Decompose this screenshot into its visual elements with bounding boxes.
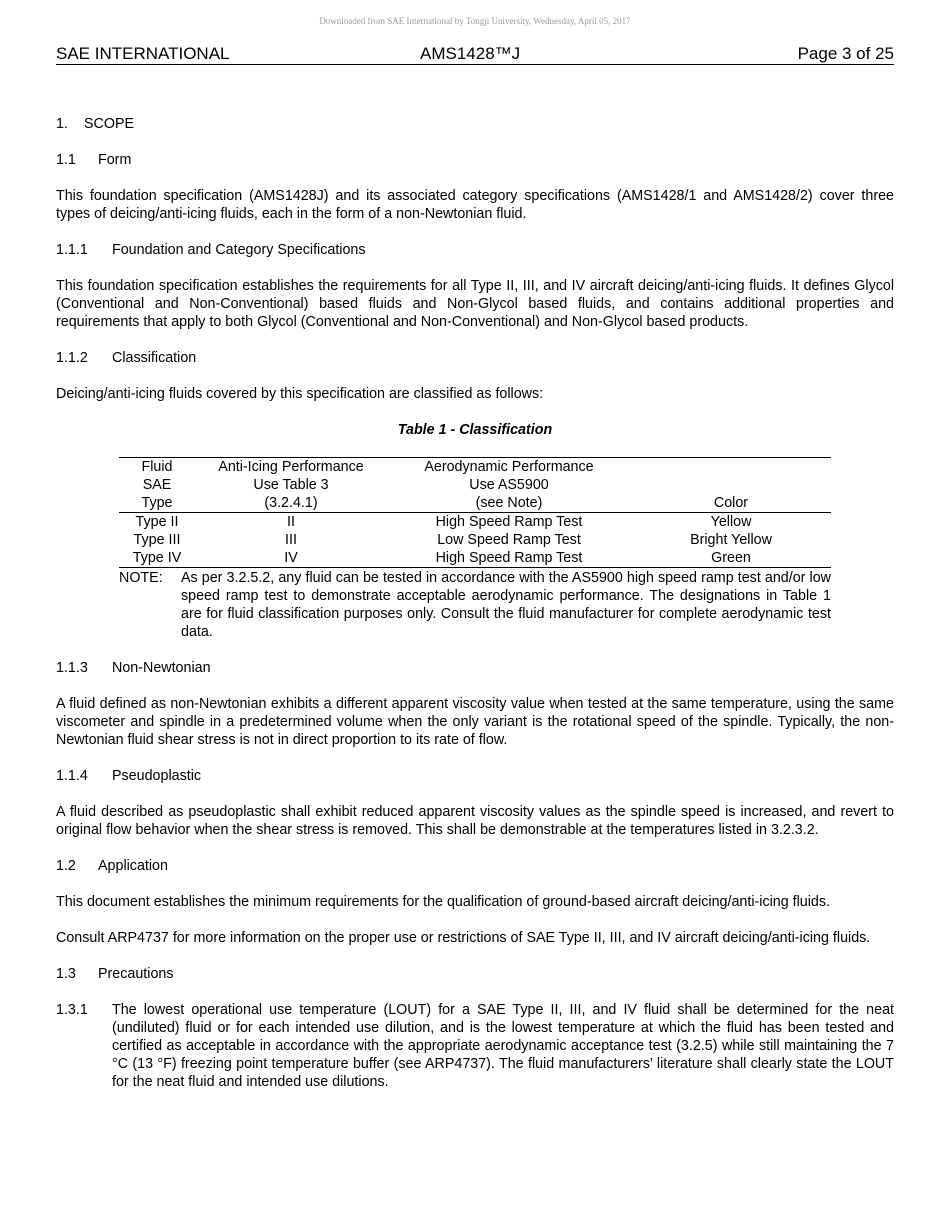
section-number: 1.2 <box>56 858 76 874</box>
note-text: As per 3.2.5.2, any fluid can be tested in accordance with the AS5900 high speed ramp test and/or low speed ramp test to demonstrate acceptable aerodynamic performance. The designations in Table 1 are for fluid classification purposes only. Consult the fluid manufacturer for complete aerodynamic test data. <box>181 570 831 640</box>
table-cell: High Speed Ramp Test <box>435 514 583 530</box>
table-cell: Bright Yellow <box>690 532 772 548</box>
table-row <box>119 549 831 568</box>
section-1-3-heading <box>56 965 894 983</box>
section-number: 1. <box>56 116 68 132</box>
section-1-2-heading <box>56 857 894 875</box>
table-cell: Green <box>631 549 831 568</box>
header-cell: (3.2.4.1) <box>195 494 387 513</box>
section-title: Classification <box>112 350 197 366</box>
section-title: Non-Newtonian <box>112 660 211 676</box>
header-cell: Anti-Icing Performance <box>195 458 387 477</box>
table-cell: High Speed Ramp Test <box>387 549 631 568</box>
section-title: Precautions <box>98 966 174 982</box>
item-number: 1.3.1 <box>56 1002 88 1018</box>
section-1-1-heading <box>56 151 894 169</box>
header-page-number: Page 3 of 25 <box>797 44 894 63</box>
header-cell: Type <box>119 494 195 513</box>
section-number: 1.3 <box>56 966 76 982</box>
section-title: Foundation and Category Specifications <box>112 242 366 258</box>
item-1-3-1 <box>56 1001 894 1091</box>
table-1-title: Table 1 - Classification <box>397 422 553 438</box>
item-text: The lowest operational use temperature (LOUT) for a SAE Type II, III, and IV fluid shall be determined for the neat (undiluted) fluid or for each intended use dilution, and is the lowest temperature at which the fluid has been tested and certified as acceptable in accordance with the appropriate aerodynamic acceptance test (3.2.5) while still maintaining the 7 °C (13 °F) freezing point temperature buffer (see ARP4737). The fluid manufacturers’ literature shall clearly state the LOUT for the neat fluid and intended use dilutions. <box>112 1002 894 1090</box>
table-cell: Yellow <box>710 514 752 530</box>
header-cell <box>631 458 831 477</box>
table-cell: Type IV <box>119 549 195 568</box>
header-cell: (see Note) <box>387 494 631 513</box>
table-header-row <box>119 458 831 477</box>
header-organization: SAE INTERNATIONAL <box>56 44 230 63</box>
section-number: 1.1.2 <box>56 350 88 366</box>
paragraph-form: This foundation specification (AMS1428J) and its associated category specifications (AMS1428/1 and AMS1428/2) cover three types of deicing/anti-icing fluids, each in the form of a non-Newtonian fluid. <box>56 188 894 222</box>
header-cell: Use Table 3 <box>253 477 329 493</box>
note-label: NOTE: <box>119 570 163 586</box>
table-row <box>119 513 831 532</box>
section-1-1-3-heading <box>56 659 894 677</box>
section-number: 1.1 <box>56 152 76 168</box>
document-body <box>56 115 894 1109</box>
header-cell <box>631 476 831 494</box>
header-cell: Color <box>631 494 831 513</box>
header-document-id: AMS1428™J <box>420 44 521 63</box>
section-number: 1.1.1 <box>56 242 88 258</box>
paragraph-pseudoplastic: A fluid described as pseudoplastic shall exhibit reduced apparent viscosity values as the spindle speed is increased, and revert to original flow behavior when the shear stress is removed. This shall be demonstrable at the temperatures listed in 3.2.3.2. <box>56 804 894 838</box>
paragraph-non-newtonian: A fluid defined as non-Newtonian exhibits a different apparent viscosity value when tested at the same temperature, using the same viscometer and spindle in a predetermined volume when the only variant is the rotational speed of the spindle. Typically, the non-Newtonian fluid shear stress is not in direct proportion to its rate of flow. <box>56 696 894 748</box>
table-cell: III <box>285 532 297 548</box>
table-header-row <box>119 476 831 494</box>
section-1-1-4-heading <box>56 767 894 785</box>
table-cell: II <box>287 514 295 530</box>
paragraph-classification: Deicing/anti-icing fluids covered by this specification are classified as follows: <box>56 386 544 402</box>
download-watermark: Downloaded from SAE International by Tongji University, Wednesday, April 05, 2017 <box>319 16 631 26</box>
section-1-1-2-heading <box>56 349 894 367</box>
section-1-1-1-heading <box>56 241 894 259</box>
paragraph-application-1: This document establishes the minimum requirements for the qualification of ground-based aircraft deicing/anti-icing fluids. <box>56 894 831 910</box>
section-1-heading <box>56 115 894 133</box>
paragraph-foundation: This foundation specification establishes the requirements for all Type II, III, and IV aircraft deicing/anti-icing fluids. It defines Glycol (Conventional and Non-Conventional) based fluids and Non-Glycol based fluids, and contains additional properties and requirements that apply to both Glycol (Conventional and Non-Conventional) and Non-Glycol based products. <box>56 278 894 330</box>
table-header-row <box>119 494 831 513</box>
page-header <box>56 44 894 65</box>
section-title: Form <box>98 152 132 168</box>
table-cell: Low Speed Ramp Test <box>437 532 581 548</box>
section-number: 1.1.4 <box>56 768 88 784</box>
table-cell: IV <box>195 549 387 568</box>
table-1-note <box>119 568 831 641</box>
section-title: SCOPE <box>84 116 135 132</box>
table-cell: Type II <box>135 514 179 530</box>
table-row <box>119 531 831 549</box>
header-cell: Fluid <box>119 458 195 477</box>
header-cell: Aerodynamic Performance <box>387 458 631 477</box>
header-cell: Use AS5900 <box>469 477 549 493</box>
section-title: Pseudoplastic <box>112 768 202 784</box>
section-title: Application <box>98 858 168 874</box>
classification-table <box>119 457 831 568</box>
table-cell: Type III <box>133 532 181 548</box>
header-cell: SAE <box>142 477 172 493</box>
paragraph-application-2: Consult ARP4737 for more information on the proper use or restrictions of SAE Type II, III, and IV aircraft deicing/anti-icing fluids. <box>56 930 871 946</box>
section-number: 1.1.3 <box>56 660 88 676</box>
